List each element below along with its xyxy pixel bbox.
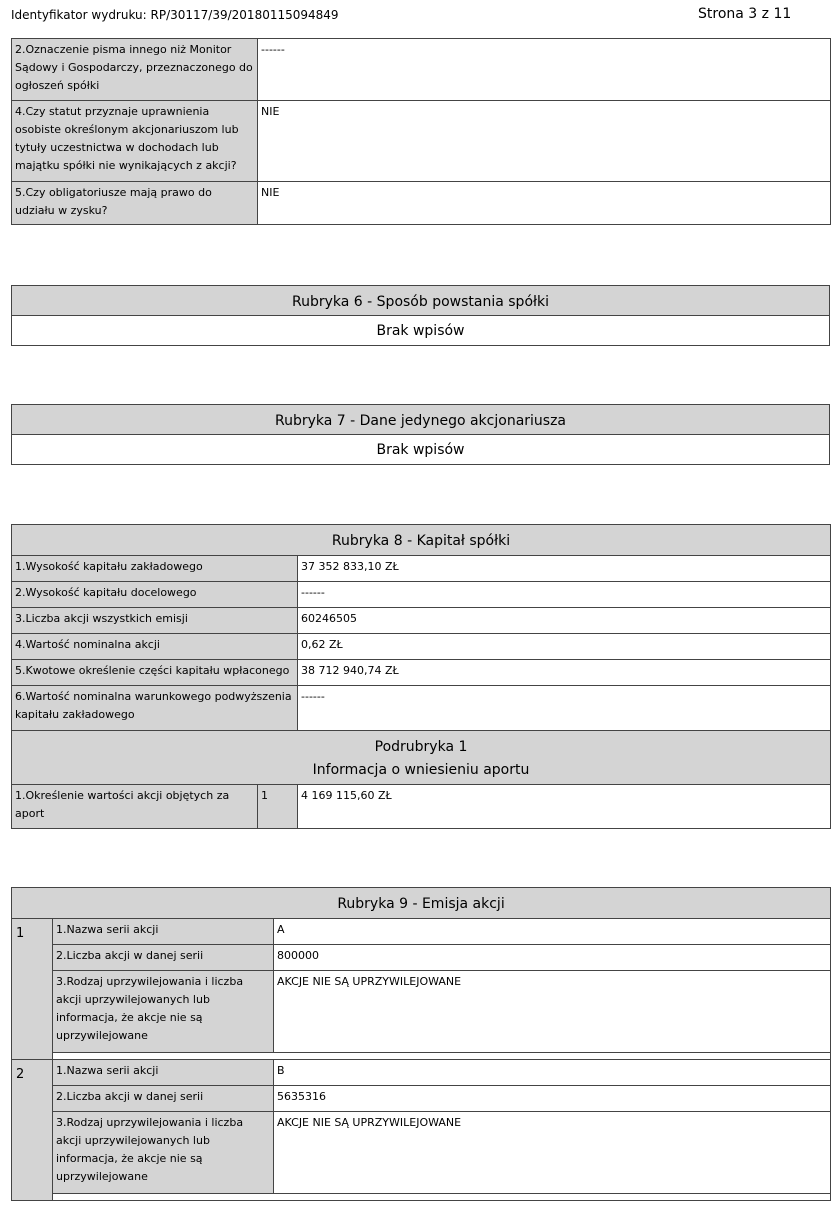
section-title: Rubryka 9 - Emisja akcji (12, 888, 831, 919)
row-label: 5.Czy obligatoriusze mają prawo do udziału w zysku? (12, 182, 258, 225)
row-value: 38 712 940,74 ZŁ (298, 660, 831, 686)
row-label: 1.Wysokość kapitału zakładowego (12, 556, 298, 582)
table-row (12, 686, 831, 731)
table-row (12, 1086, 831, 1112)
no-entries-text: Brak wpisów (12, 316, 830, 346)
row-label: 2.Liczba akcji w danej serii (53, 945, 274, 971)
row-value: 5635316 (274, 1086, 831, 1112)
subsection-title-line1: Podrubryka 1 (374, 739, 468, 755)
top-table (11, 38, 831, 225)
row-label: 1.Nazwa serii akcji (53, 919, 274, 945)
entry-number: 2 (12, 1060, 53, 1201)
subsection-title-line2: Informacja o wniesieniu aportu (312, 762, 530, 778)
no-entries-text: Brak wpisów (12, 435, 830, 465)
table-row (12, 660, 831, 686)
section-title: Rubryka 8 - Kapitał spółki (12, 525, 831, 556)
row-label: 1.Określenie wartości akcji objętych za aport (12, 785, 258, 829)
row-value: B (274, 1060, 831, 1086)
row-index: 1 (258, 785, 298, 829)
row-value: 60246505 (298, 608, 831, 634)
row-label: 2.Oznaczenie pisma innego niż Monitor Sądowy i Gospodarczy, przeznaczonego do ogłoszeń spółki (12, 39, 258, 101)
table-row (12, 634, 831, 660)
row-value: A (274, 919, 831, 945)
page-number: Strona 3 z 11 (698, 6, 792, 22)
row-label: 6.Wartość nominalna warunkowego podwyższenia kapitału zakładowego (12, 686, 298, 731)
row-label: 3.Liczba akcji wszystkich emisji (12, 608, 298, 634)
row-label: 2.Liczba akcji w danej serii (53, 1086, 274, 1112)
section-title: Rubryka 6 - Sposób powstania spółki (12, 286, 830, 316)
row-value: ------ (298, 686, 831, 731)
table-row (12, 582, 831, 608)
subsection-title (12, 731, 831, 785)
table-row (12, 785, 831, 829)
row-value: AKCJE NIE SĄ UPRZYWILEJOWANE (274, 1112, 831, 1194)
table-row (12, 39, 831, 101)
row-value: NIE (258, 182, 831, 225)
table-row (12, 945, 831, 971)
table-row (12, 1060, 831, 1086)
row-value: AKCJE NIE SĄ UPRZYWILEJOWANE (274, 971, 831, 1053)
row-label: 3.Rodzaj uprzywilejowania i liczba akcji uprzywilejowanych lub informacja, że akcje nie są uprzywilejowane (53, 971, 274, 1053)
row-value: NIE (258, 101, 831, 182)
row-label: 5.Kwotowe określenie części kapitału wpłaconego (12, 660, 298, 686)
row-label: 1.Nazwa serii akcji (53, 1060, 274, 1086)
table-row (12, 919, 831, 945)
table-row (12, 182, 831, 225)
row-label: 4.Czy statut przyznaje uprawnienia osobiste określonym akcjonariuszom lub tytuły uczestnictwa w dochodach lub majątku spółki nie wynikających z akcji? (12, 101, 258, 182)
section-title: Rubryka 7 - Dane jedynego akcjonariusza (12, 405, 830, 435)
row-value: 0,62 ZŁ (298, 634, 831, 660)
table-row (12, 971, 831, 1053)
row-label: 4.Wartość nominalna akcji (12, 634, 298, 660)
row-value: ------ (298, 582, 831, 608)
entry-spacer (53, 1194, 831, 1201)
row-value: 37 352 833,10 ZŁ (298, 556, 831, 582)
entry-number: 1 (12, 919, 53, 1060)
table-row (12, 1112, 831, 1194)
row-value: ------ (258, 39, 831, 101)
table-row (12, 101, 831, 182)
rubryka-9 (11, 887, 831, 1201)
row-value: 4 169 115,60 ZŁ (298, 785, 831, 829)
entry-spacer (53, 1053, 831, 1060)
table-row (12, 608, 831, 634)
rubryka-8 (11, 524, 831, 829)
row-label: 2.Wysokość kapitału docelowego (12, 582, 298, 608)
rubryka-7 (11, 404, 830, 465)
rubryka-6 (11, 285, 830, 346)
print-identifier: Identyfikator wydruku: RP/30117/39/20180115094849 (11, 8, 339, 22)
row-value: 800000 (274, 945, 831, 971)
row-label: 3.Rodzaj uprzywilejowania i liczba akcji uprzywilejowanych lub informacja, że akcje nie są uprzywilejowane (53, 1112, 274, 1194)
table-row (12, 556, 831, 582)
